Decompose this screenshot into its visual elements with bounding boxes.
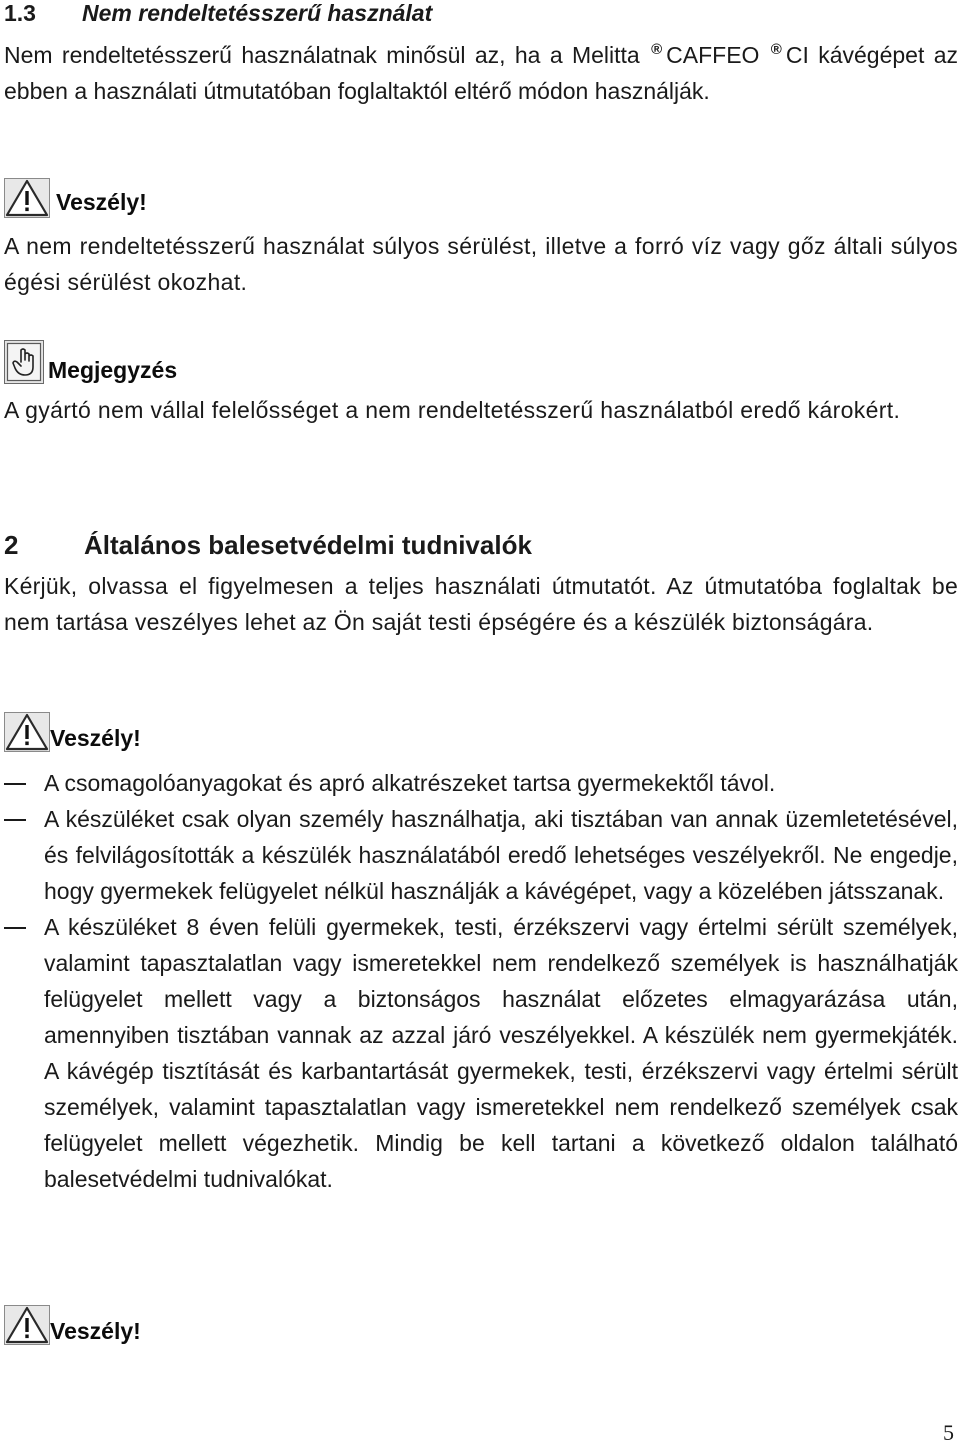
note-1-text: A gyártó nem vállal felelősséget a nem rendeltetésszerű használatból eredő károkért.: [4, 397, 901, 423]
warning-triangle-icon: [4, 178, 50, 218]
page-number: 5: [943, 1420, 954, 1445]
warning-label: Veszély!: [50, 725, 141, 751]
warning-label: Veszély!: [50, 1318, 141, 1344]
list-item-text: A készüléket csak olyan személy használhatja, aki tisztában van annak üzemletetésével, és felvilágosították a készülék használatából eredő lehetséges veszélyekről. Ne engedje, hogy gyermekek felügyelet nélkül használják a kávégépet, vagy a közelében játsszanak.: [44, 806, 958, 904]
warning-3-heading: [4, 1305, 141, 1345]
section-number: 1.3: [4, 0, 36, 26]
registered-mark: ®: [770, 41, 782, 58]
warning-triangle-icon: [4, 712, 50, 752]
warning-1-heading: [4, 178, 147, 218]
section-2-heading: [4, 528, 958, 562]
dash-bullet-icon: [4, 909, 44, 1197]
list-item: [4, 765, 958, 801]
note-hand-icon: [4, 340, 44, 384]
registered-mark: ®: [651, 41, 663, 58]
intro-text-part-2: CAFFEO: [666, 42, 760, 68]
list-item-text: A csomagolóanyagokat és apró alkatrészeket tartsa gyermekektől távol.: [44, 770, 776, 796]
section-title: Nem rendeltetésszerű használat: [82, 0, 433, 26]
note-1-heading: [4, 340, 177, 384]
warning-1-text: A nem rendeltetésszerű használat súlyos sérülést, illetve a forró víz vagy gőz általi súlyos égési sérülést okozhat.: [4, 233, 958, 295]
warning-2-list: [4, 765, 958, 1197]
intro-text-part-1: Nem rendeltetésszerű használatnak minősül az, ha a Melitta: [4, 42, 640, 68]
list-item: [4, 909, 958, 1197]
warning-label: Veszély!: [56, 189, 147, 215]
section-number: 2: [4, 530, 19, 560]
section-1-3-paragraph: [4, 32, 958, 109]
warning-triangle-icon: [4, 1305, 50, 1345]
intro-text-part-3: CI kávégépet az ebben a használati útmutatóban foglaltaktól eltérő módon használják.: [4, 42, 958, 104]
section-1-3-heading: [4, 0, 958, 26]
section-2-paragraph: Kérjük, olvassa el figyelmesen a teljes használati útmutatót. Az útmutatóba foglaltak be nem tartása veszélyes lehet az Ön saját testi épségére és a készülék biztonságára.: [4, 573, 958, 635]
dash-bullet-icon: [4, 765, 44, 801]
warning-2-heading: [4, 712, 141, 752]
section-title: Általános balesetvédelmi tudnivalók: [84, 530, 532, 560]
list-item: [4, 801, 958, 909]
note-label: Megjegyzés: [48, 357, 178, 383]
list-item-text: A készüléket 8 éven felüli gyermekek, testi, érzékszervi vagy értelmi sérült személyek, valamint tapasztalatlan vagy ismeretekkel nem rendelkező személyek is használhatják felügyelet mellett vagy a biztonságos használat előzetes elmagyarázása után, amennyiben tisztában vannak az azzal járó veszélyekkel. A készülék nem gyermekjáték. A kávégép tisztítását és karbantartását gyermekek, testi, érzékszervi vagy értelmi sérült személyek, valamint tapasztalatlan vagy ismeretekkel nem rendelkező személyek csak felügyelet mellett végezhetik. Mindig be kell tartani a következő oldalon található balesetvédelmi tudnivalókat.: [44, 914, 958, 1192]
dash-bullet-icon: [4, 801, 44, 909]
